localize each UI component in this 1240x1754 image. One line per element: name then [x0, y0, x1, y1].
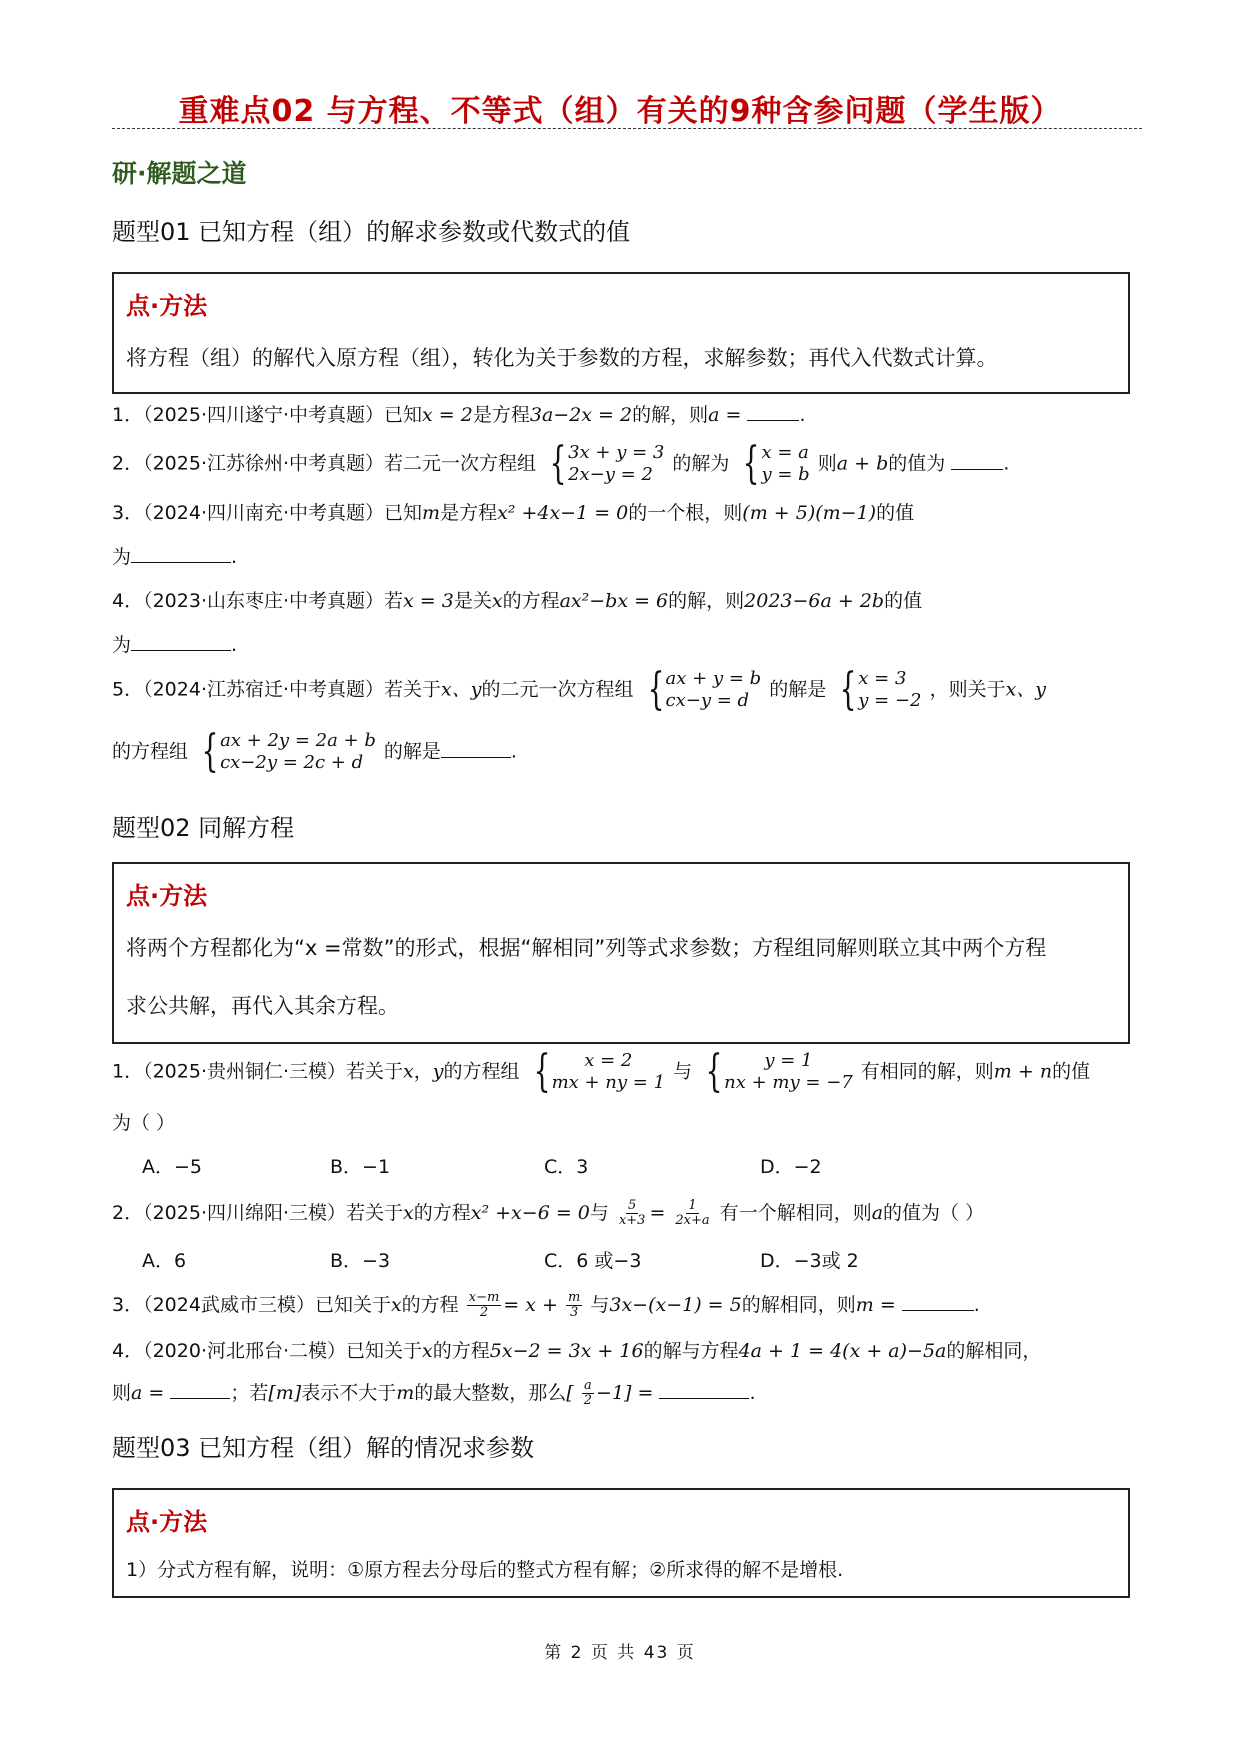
type-01-heading: 题型01 已知方程（组）的解求参数或代数式的值: [112, 218, 631, 246]
answer-blank[interactable]: [170, 1380, 230, 1399]
title-divider: [112, 128, 1142, 129]
t2-question-2: 2．（2025·四川绵阳·三模）若关于x的方程x² +x−6 = 0与 $\frac{5}{x+3}$ = $\frac{1}{2x+a}$ 有一个解相同，则a的值为（ ）: [112, 1198, 985, 1228]
t2-question-1: 1．（2025·贵州铜仁·三模）若关于x，y的方程组 { x = 2 mx + ny = 1 与 { y = 1 nx + my = −7 有相同的解，则m + n的值: [112, 1046, 1091, 1097]
answer-blank[interactable]: [747, 402, 799, 421]
option-d[interactable]: D．−2: [760, 1156, 822, 1178]
page-footer: 第 2 页 共 43 页: [544, 1643, 696, 1663]
answer-blank[interactable]: [131, 544, 231, 563]
fraction: $\frac{1}{2x+a}$: [675, 1198, 710, 1228]
equation-system: { x = 2 mx + ny = 1: [533, 1046, 666, 1097]
t2-question-1-line2: 为（ ）: [112, 1112, 176, 1134]
t1-question-3: 3．（2024·四川南充·中考真题）已知m是方程x² +4x−1 = 0的一个根，则(m + 5)(m−1)的值: [112, 502, 915, 524]
option-c[interactable]: C．3: [544, 1156, 589, 1178]
fraction: $\frac{m}{3}$: [567, 1290, 581, 1320]
answer-blank[interactable]: [902, 1292, 974, 1311]
answer-blank[interactable]: [659, 1380, 749, 1399]
t1-question-4: 4．（2023·山东枣庄·中考真题）若x = 3是关x的方程ax²−bx = 6的解，则2023−6a + 2b的值: [112, 590, 923, 612]
method-label: 点·方法: [126, 1508, 208, 1536]
t1-question-1: 1．（2025·四川遂宁·中考真题）已知x = 2是方程3a−2x = 2的解，则a = .: [112, 404, 806, 426]
t1-question-3-line2: 为 .: [112, 546, 238, 568]
answer-blank[interactable]: [951, 451, 1003, 470]
type-02-method-box: [112, 862, 1130, 1044]
method-text: 将方程（组）的解代入原方程（组），转化为关于参数的方程，求解参数；再代入代数式计算。: [126, 346, 998, 370]
fraction: $\frac{a}{2}$: [583, 1378, 593, 1408]
t2-question-4: 4．（2020·河北邢台·二模）已知关于x的方程5x−2 = 3x + 16的解与方程4a + 1 = 4(x + a)−5a的解相同，: [112, 1340, 1042, 1362]
option-c[interactable]: C．6 或−3: [544, 1250, 642, 1272]
document-title: 重难点02 与方程、不等式（组）有关的9种含参问题（学生版）: [178, 94, 1062, 129]
equation-system: { 3x + y = 3 2x−y = 2: [549, 438, 665, 489]
method-text-line-2: 求公共解，再代入其余方程。: [126, 994, 399, 1018]
method-text-line-1: 将两个方程都化为“x =常数”的形式，根据“解相同”列等式求参数；方程组同解则联立其中两个方程: [126, 936, 1047, 960]
section-heading: 研·解题之道: [112, 159, 247, 188]
option-b[interactable]: B．−1: [330, 1156, 391, 1178]
t2-question-3: 3．（2024武威市三模）已知关于x的方程 $\frac{x-m}{2}$ = x + $\frac{m}{3}$ 与3x−(x−1) = 5的解相同，则m = .: [112, 1290, 980, 1320]
option-d[interactable]: D．−3或 2: [760, 1250, 859, 1272]
method-label: 点·方法: [126, 882, 208, 910]
method-label: 点·方法: [126, 292, 208, 320]
equation-system: { y = 1 nx + my = −7: [705, 1046, 853, 1097]
answer-blank[interactable]: [131, 632, 231, 651]
t1-question-2: 2．（2025·江苏徐州·中考真题）若二元一次方程组 { 3x + y = 3 2x−y = 2 的解为 { x = a y = b 则a + b的值为 .: [112, 438, 1010, 489]
fraction: $\frac{x-m}{2}$: [468, 1290, 500, 1320]
t1-question-4-line2: 为 .: [112, 634, 238, 656]
answer-blank[interactable]: [441, 739, 511, 758]
option-a[interactable]: A．6: [142, 1250, 187, 1272]
t1-question-5: 5．（2024·江苏宿迁·中考真题）若关于x、y的二元一次方程组 { ax + y = b cx−y = d 的解是 { x = 3 y = −2 ，则关于x、y: [112, 664, 1047, 715]
option-b[interactable]: B．−3: [330, 1250, 391, 1272]
type-03-method-box: [112, 1488, 1130, 1598]
t2-question-4-line2: 则a = ；若[m]表示不大于m的最大整数，那么[ $\frac{a}{2}$ −1] = .: [112, 1378, 756, 1408]
equation-system: { x = a y = b: [743, 438, 810, 489]
equation-system: { ax + y = b cx−y = d: [647, 664, 762, 715]
type-02-heading: 题型02 同解方程: [112, 814, 295, 842]
fraction: $\frac{5}{x+3}$: [618, 1198, 646, 1228]
type-03-heading: 题型03 已知方程（组）解的情况求参数: [112, 1434, 535, 1462]
method-text: 1）分式方程有解，说明：①原方程去分母后的整式方程有解；②所求得的解不是增根.: [126, 1559, 844, 1581]
equation-system: { x = 3 y = −2: [839, 664, 922, 715]
t1-question-5-line2: 的方程组 { ax + 2y = 2a + b cx−2y = 2c + d 的解是 .: [112, 726, 517, 777]
type-01-method-box: [112, 272, 1130, 394]
option-a[interactable]: A．−5: [142, 1156, 203, 1178]
equation-system: { ax + 2y = 2a + b cx−2y = 2c + d: [201, 726, 376, 777]
